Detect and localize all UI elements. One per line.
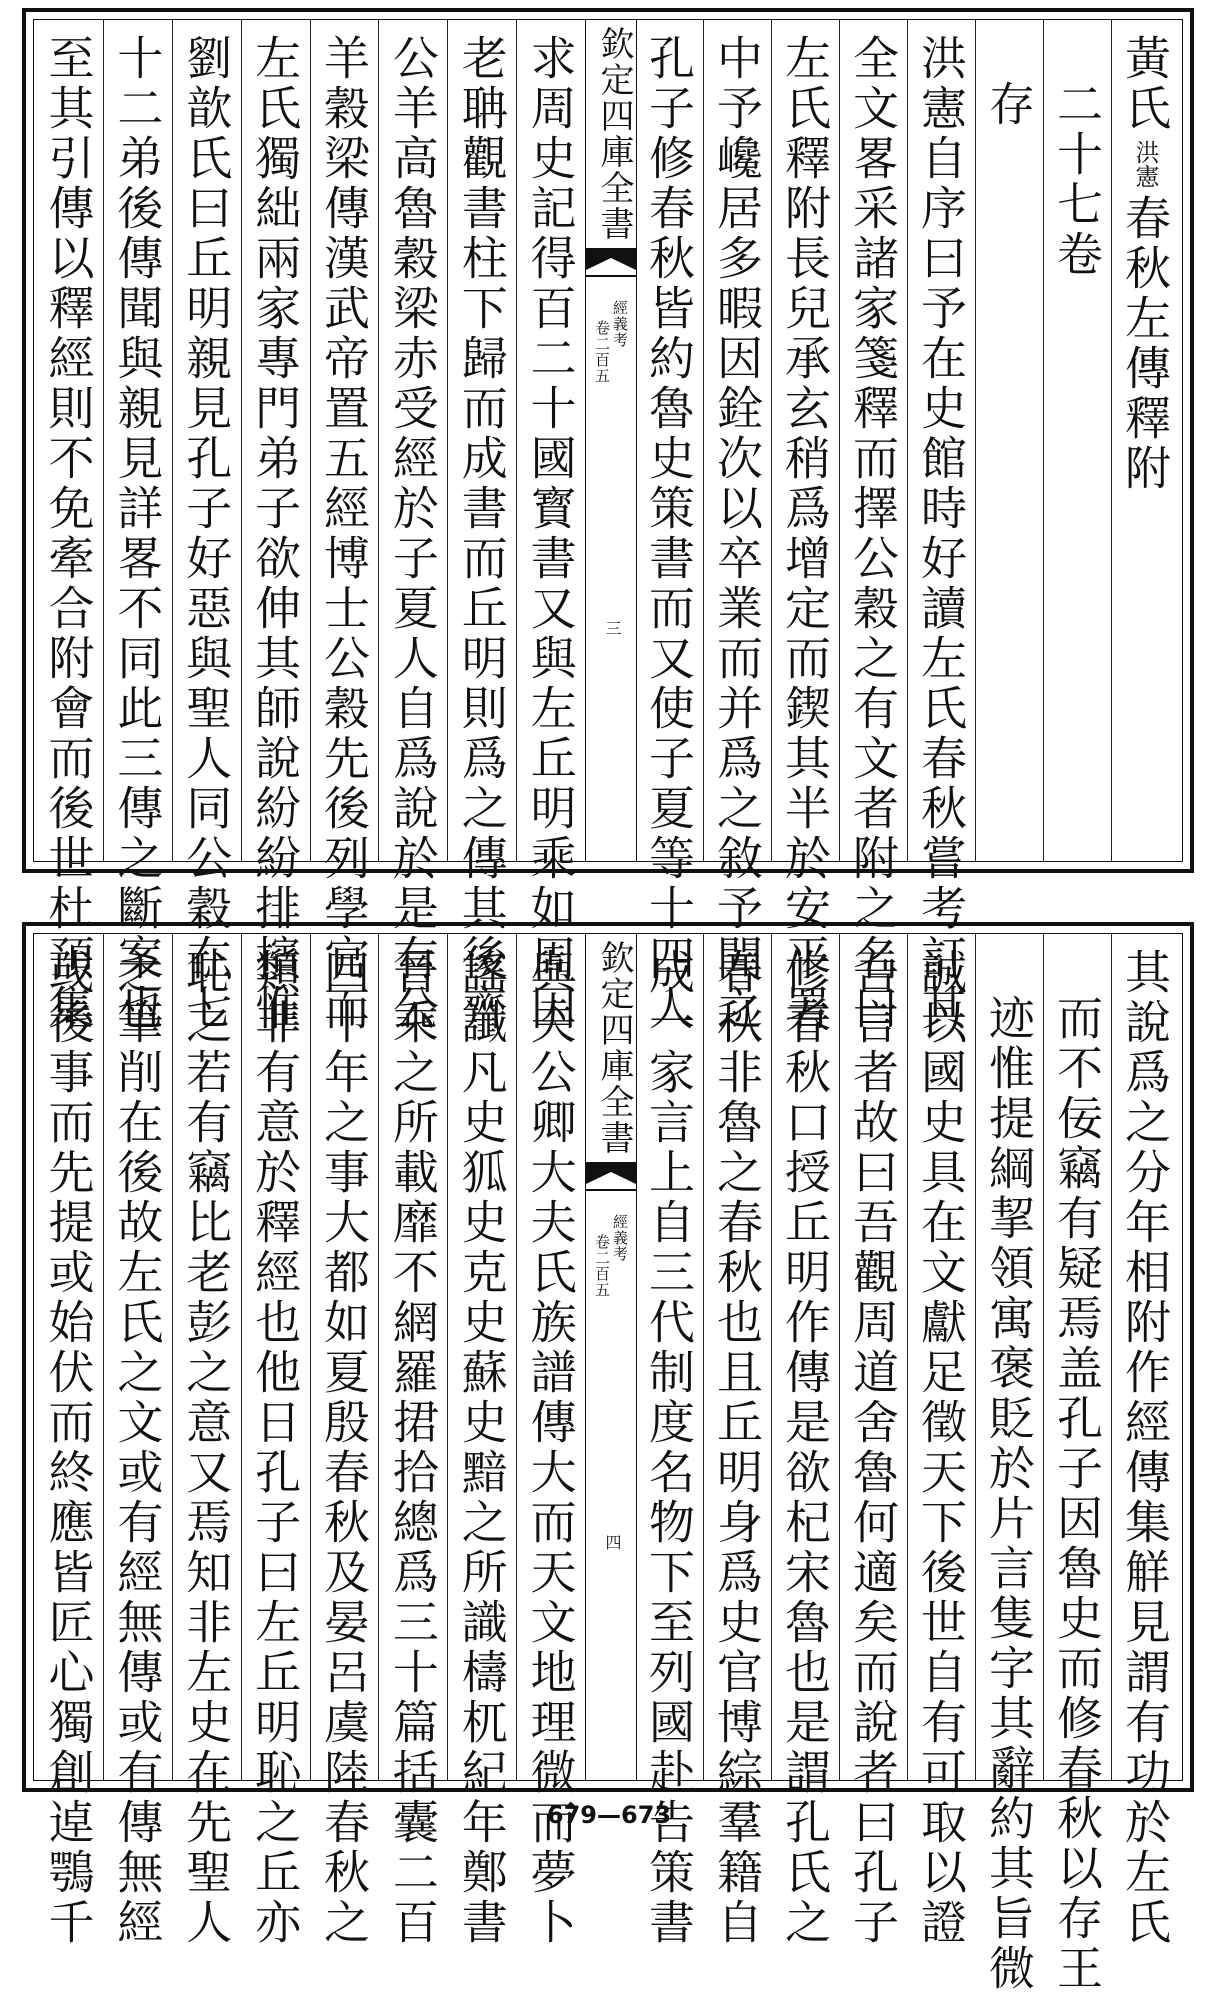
text-column [1043, 934, 1111, 1994]
band-page-number: 四 [603, 1534, 622, 1550]
top-page [22, 8, 1194, 1034]
text-column [703, 20, 771, 1034]
center-band [585, 934, 637, 1780]
column-text: 或後事而先提或始伏而終應皆匠心獨創逴鶚千 [41, 948, 96, 1948]
text-column [310, 20, 379, 1034]
column-text: 公羊高魯穀梁赤受經於子夏人自爲說於是有公 [385, 34, 440, 1034]
band-book-name: 經義考 [611, 1214, 629, 1262]
column-rule [1043, 20, 1044, 861]
text-column [34, 934, 103, 1948]
text-column [103, 934, 172, 1948]
column-rule [771, 20, 772, 861]
text-column [703, 934, 771, 1948]
column-text: 左氏獨絀兩家專門弟子欲伸其師說紛紛排擯惟 [248, 34, 303, 1034]
column-rule [1111, 20, 1112, 861]
column-text: 成一家言上自三代制度名物下至列國赴告策書 [642, 948, 696, 1948]
column-text: 中予巉居多暇因銓次以卒業而并爲之敘予聞之 [710, 34, 764, 1034]
column-rule [839, 934, 840, 1780]
text-column [975, 20, 1043, 861]
column-rule [241, 934, 242, 1780]
column-text: 迹惟提綱挈領寓褒貶於片言隻字其辭約其旨微 [982, 994, 1036, 1994]
band-title: 欽定四庫全書 [594, 940, 634, 1156]
book-title: 春秋左傳釋附 [1118, 194, 1172, 494]
text-column [1043, 20, 1111, 861]
column-rule [241, 20, 242, 861]
text-column [771, 20, 839, 1034]
column-text: 左氏釋附長兒承玄稍爲增定而鍥其半於安平署 [778, 34, 832, 1034]
column-text: 之筆削在後故左氏之文或有經無傳或有傳無經 [110, 948, 165, 1948]
column-rule [703, 20, 704, 861]
column-rule [310, 934, 311, 1780]
text-column [907, 20, 975, 1034]
column-rule [103, 20, 104, 861]
text-column [1111, 934, 1179, 1948]
column-rule [907, 20, 908, 861]
column-text: 類非有意於釋經也他日孔子曰左丘明恥之丘亦 [248, 948, 303, 1948]
text-column [378, 934, 447, 1948]
column-rule [771, 934, 772, 1780]
column-text: 而不佞竊有疑焉盖孔子因魯史而修春秋以存王 [1050, 994, 1104, 1994]
text-column [635, 20, 703, 1034]
text-column [241, 934, 310, 1948]
center-band [585, 20, 637, 861]
column-text: 求周史記得百二十國寳書又與左丘明乘如周因 [523, 34, 578, 1034]
band-volume: 卷二百五 [593, 1234, 611, 1298]
column-text: 吾言者故曰吾觀周道舍魯何適矣而說者曰孔子 [846, 948, 900, 1948]
fish-tail-mark-icon [586, 248, 636, 278]
column-text: 誠以國史具在文獻足徵天下後世自有可取以證 [914, 948, 968, 1948]
column-text: 老聃觀書柱下歸而成書而丘明則爲之傳其後齊 [454, 34, 509, 1034]
column-rule [378, 934, 379, 1780]
text-column [310, 934, 379, 1948]
column-rule [103, 934, 104, 1780]
top-page-frame [33, 19, 1183, 1034]
band-volume: 卷二百五 [593, 320, 611, 384]
column-text: 孔子修春秋皆約魯史策書而又使子夏等十四人 [642, 34, 696, 1034]
column-text: 羊穀梁傳漢武帝置五經博士公穀先後列學官而 [316, 34, 371, 1034]
column-text: 劉歆氏曰丘明親見孔子好惡與聖人同公穀在七 [179, 34, 234, 1034]
author-note: 洪憲 [1131, 140, 1159, 188]
column-text: 十二弟後傳聞與親見詳畧不同此三傳之斷案也 [110, 34, 165, 1034]
column-text: 謠讖凡史狐史克史蘇史黯之所識檮杌紀年鄭書 [454, 948, 509, 1948]
column-rule [1043, 934, 1044, 1780]
column-text: 春秋非魯之春秋也且丘明身爲史官博綜羣籍自 [710, 948, 764, 1948]
column-text: 其說爲之分年相附作經傳集觧見謂有功於左氏 [1118, 948, 1172, 1948]
text-column [447, 934, 516, 1948]
column-rule [516, 934, 517, 1780]
text-column [447, 20, 516, 1034]
band-book-name: 經義考 [611, 300, 629, 348]
column-rule [703, 934, 704, 1780]
text-column [771, 934, 839, 1948]
column-rule [447, 20, 448, 861]
column-text: 至其引傳以釋經則不免牽合附會而後世杜預集 [41, 34, 96, 1034]
text-column [839, 934, 907, 1948]
text-column [378, 20, 447, 1034]
author-name: 黃氏 [1118, 34, 1172, 134]
column-text: 二十七卷 [1050, 80, 1104, 280]
column-rule [310, 20, 311, 861]
text-column [1111, 20, 1179, 861]
column-text: 洪憲自序曰予在史館時好讀左氏春秋嘗考訂其 [914, 34, 968, 1034]
text-column [172, 20, 241, 1034]
text-column [635, 934, 703, 1948]
column-text: 存 [982, 80, 1036, 130]
folio-number: 679—673 [546, 1801, 672, 1829]
text-column [839, 20, 907, 1034]
column-rule [516, 20, 517, 861]
column-text: 與夫公卿大夫氏族譜傳大而天文地理微而夢卜 [523, 948, 578, 1948]
column-rule [172, 20, 173, 861]
text-column [172, 934, 241, 1948]
column-text: 恥之若有竊比老彭之意又焉知非左史在先聖人 [179, 948, 234, 1948]
column-rule [975, 20, 976, 861]
text-column [241, 20, 310, 1034]
text-column [516, 934, 585, 1948]
column-rule [447, 934, 448, 1780]
column-rule [1111, 934, 1112, 1780]
fish-tail-mark-icon [586, 1162, 636, 1192]
column-text: 晉乘之所載靡不網羅捃拾總爲三十篇括囊二百 [385, 948, 440, 1948]
text-column [907, 934, 975, 1948]
column-rule [907, 934, 908, 1780]
text-column [975, 934, 1043, 1994]
column-rule [975, 934, 976, 1780]
column-rule [839, 20, 840, 861]
column-text: 四十年之事大都如夏殷春秋及晏呂虞陸春秋之 [316, 948, 371, 1948]
band-title: 欽定四庫全書 [594, 26, 634, 242]
text-column [103, 20, 172, 1034]
text-column [516, 20, 585, 1034]
column-text: 全文畧采諸家箋釋而擇公穀之有文者附之名曰 [846, 34, 900, 1034]
top-page-columns [34, 20, 1182, 1034]
text-column [34, 20, 103, 1034]
column-rule [172, 934, 173, 1780]
band-page-number: 三 [603, 620, 622, 636]
column-rule [378, 20, 379, 861]
entry-title [1118, 20, 1172, 494]
column-text: 修春秋口授丘明作傳是欲杞宋魯也是謂孔氏之 [778, 948, 832, 1948]
